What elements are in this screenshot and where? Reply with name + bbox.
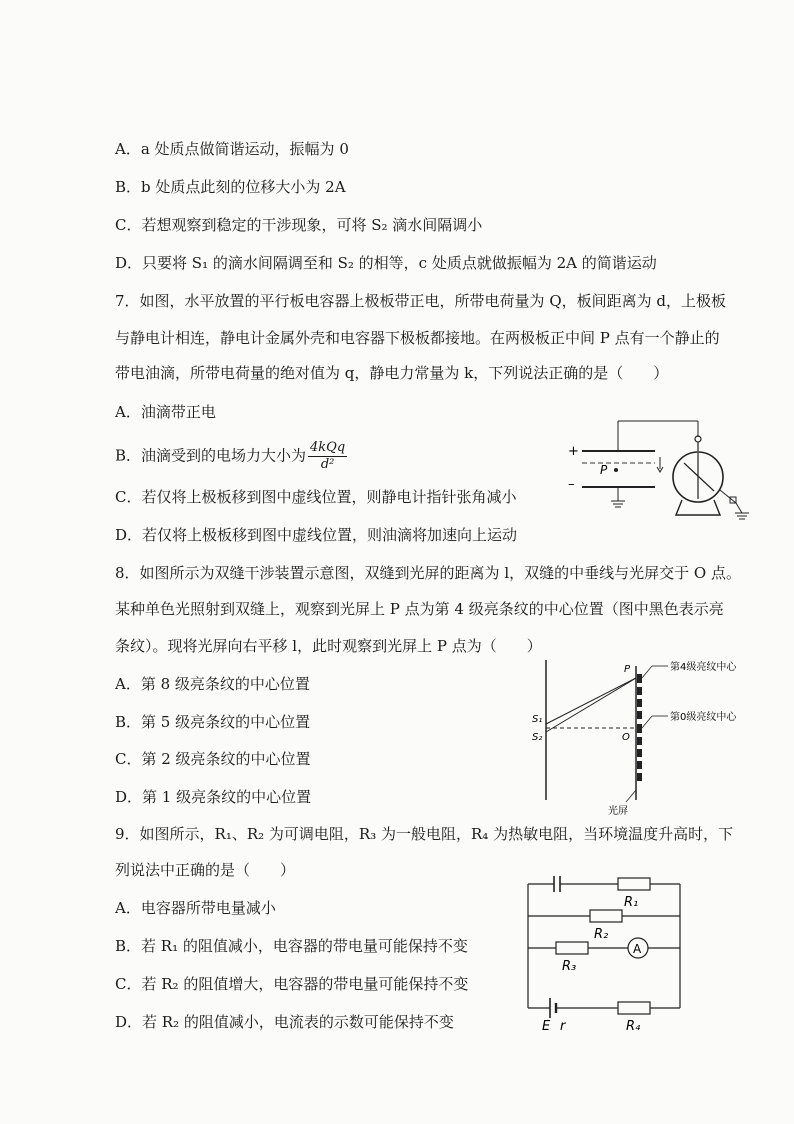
resistor-r4 xyxy=(618,1002,650,1014)
q8-option-c: C．第 2 级亮条纹的中心位置 xyxy=(115,750,311,768)
q7-option-b xyxy=(115,440,347,473)
zeroth-fringe-label: 第0级亮纹中心 xyxy=(670,712,737,723)
resistor-r1 xyxy=(618,878,650,890)
q9-stem-line-1: 9．如图所示，R₁、R₂ 为可调电阻，R₃ 为一般电阻，R₄ 为热敏电阻，当环境温度升高时，下 xyxy=(115,825,734,843)
q7-option-a: A．油滴带正电 xyxy=(115,403,216,421)
oil-droplet xyxy=(614,468,618,472)
slit-s1-label: S₁ xyxy=(532,714,543,725)
q8-stem-line-3: 条纹）。现将光屏向右平移 l，此时观察到光屏上 P 点为（ ） xyxy=(115,637,542,655)
q7-capacitor-figure xyxy=(560,415,760,525)
q7-option-d: D．若仅将上极板移到图中虚线位置，则油滴将加速向上运动 xyxy=(115,526,518,544)
ray-from-s1 xyxy=(546,678,636,724)
point-p-label: P xyxy=(624,664,631,675)
screen-label: 光屏 xyxy=(608,806,628,817)
r2-label: R₂ xyxy=(594,927,609,942)
electrometer-icon xyxy=(673,436,749,519)
minus-sign: – xyxy=(568,477,575,492)
q8-stem-line-2: 某种单色光照射到双缝上，观察到光屏上 P 点为第 4 级亮条纹的中心位置（图中黑色表示亮 xyxy=(115,600,724,618)
internal-resistance-label: r xyxy=(560,1019,566,1030)
point-o-label: O xyxy=(622,732,630,743)
q9-option-c: C．若 R₂ 的阻值增大，电容器的带电量可能保持不变 xyxy=(115,975,469,993)
q7-stem-line-3: 带电油滴，所带电荷量的绝对值为 q，静电力常量为 k，下列说法正确的是（ ） xyxy=(115,364,669,382)
q7-option-b-text: B．油滴受到的电场力大小为 xyxy=(115,446,307,465)
capacitor-icon xyxy=(554,876,560,892)
q9-stem-line-2: 列说法中正确的是（ ） xyxy=(115,861,296,879)
q7-option-b-fraction xyxy=(308,440,347,473)
slit-s2-label: S₂ xyxy=(532,732,543,743)
q9-option-a: A．电容器所带电量减小 xyxy=(115,899,276,917)
fraction-denominator: d² xyxy=(320,457,335,472)
q6-option-d: D．只要将 S₁ 的滴水间隔调至和 S₂ 的相等，c 处质点就做振幅为 2A 的简谐运动 xyxy=(115,254,657,272)
q7-stem-line-1: 7．如图，水平放置的平行板电容器上极板带正电，所带电荷量为 Q，板间距离为 d，上极板 xyxy=(115,292,726,310)
plus-sign: + xyxy=(568,444,579,459)
q7-option-c: C．若仅将上极板移到图中虚线位置，则静电计指针张角减小 xyxy=(115,488,517,506)
q8-option-a: A．第 8 级亮条纹的中心位置 xyxy=(115,675,310,693)
ray-from-s2 xyxy=(546,678,636,732)
r3-label: R₃ xyxy=(562,959,577,974)
fringe-pattern xyxy=(637,674,642,781)
q7-stem-line-2: 与静电计相连，静电计金属外壳和电容器下极板都接地。在两极板正中间 P 点有一个静止的 xyxy=(115,329,720,347)
q8-double-slit-figure xyxy=(528,660,768,820)
fraction-numerator: 4kQq xyxy=(310,440,346,455)
q6-option-b: B．b 处质点此刻的位移大小为 2A xyxy=(115,178,346,196)
battery-icon xyxy=(550,998,556,1018)
point-p-label: P xyxy=(600,463,608,477)
emf-label: E xyxy=(542,1019,551,1030)
q8-option-d: D．第 1 级亮条纹的中心位置 xyxy=(115,788,312,806)
q8-stem-line-1: 8．如图所示为双缝干涉装置示意图，双缝到光屏的距离为 l，双缝的中垂线与光屏交于 O 点。 xyxy=(115,564,741,582)
resistor-r2 xyxy=(590,910,622,922)
q9-option-d: D．若 R₂ 的阻值减小，电流表的示数可能保持不变 xyxy=(115,1013,454,1031)
resistor-r3 xyxy=(556,942,588,954)
q8-option-b: B．第 5 级亮条纹的中心位置 xyxy=(115,713,311,731)
fourth-fringe-label: 第4级亮纹中心 xyxy=(670,662,737,673)
r1-label: R₁ xyxy=(624,895,639,910)
q9-circuit-figure xyxy=(520,870,700,1030)
q6-option-a: A．a 处质点做简谐运动，振幅为 0 xyxy=(115,140,349,158)
q6-option-c: C．若想观察到稳定的干涉现象，可将 S₂ 滴水间隔调小 xyxy=(115,216,483,234)
ammeter-label: A xyxy=(633,942,642,956)
r4-label: R₄ xyxy=(626,1019,641,1030)
q9-option-b: B．若 R₁ 的阻值减小，电容器的带电量可能保持不变 xyxy=(115,937,468,955)
